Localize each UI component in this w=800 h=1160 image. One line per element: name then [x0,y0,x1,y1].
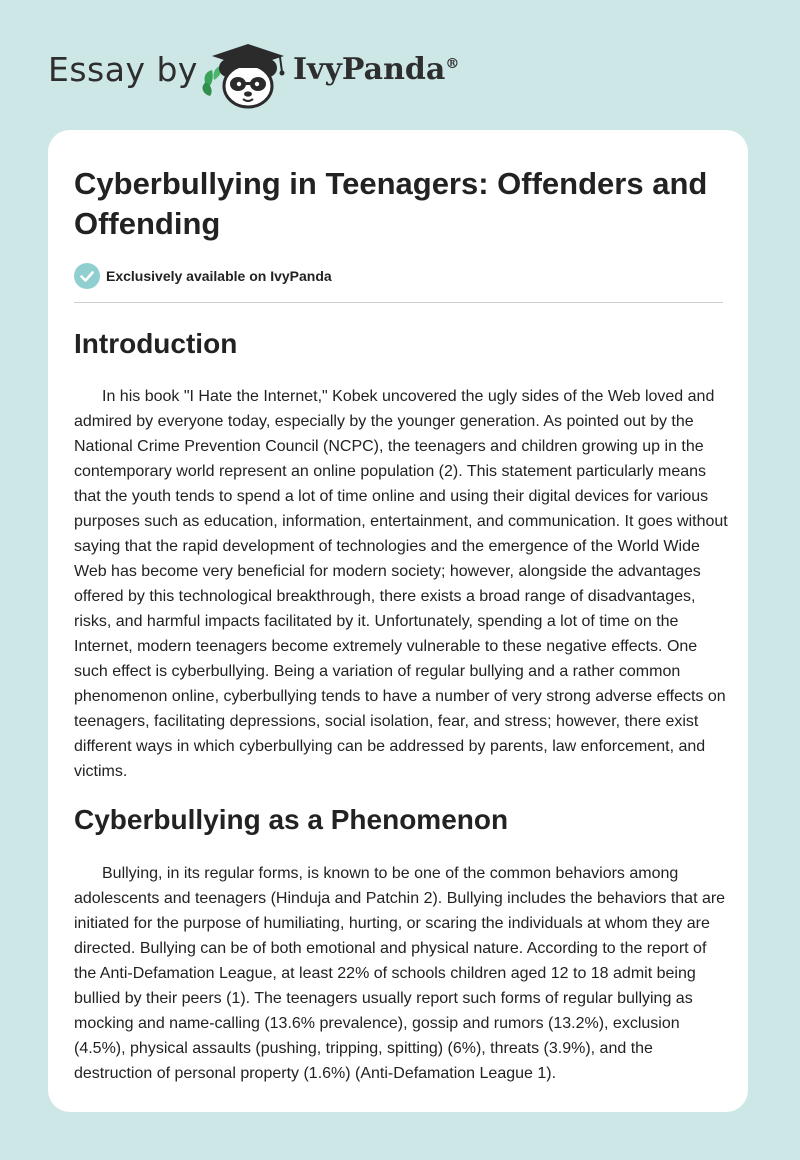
badge-text: Exclusively available on IvyPanda [106,268,332,284]
divider [74,302,723,303]
brand-name[interactable] [293,52,459,87]
page-title: Cyberbullying in Teenagers: Offenders and Offending [74,166,708,241]
section-heading-phenomenon: Cyberbullying as a Phenomenon [74,804,509,835]
section-heading-introduction: Introduction [74,328,238,359]
brand-prefix: Essay by [48,50,198,89]
site-header [0,0,800,130]
panda-graduate-icon[interactable] [200,36,292,110]
registered-mark: ® [445,56,460,72]
section-paragraph-phenomenon: Bullying, in its regular forms, is known to be one of the common behaviors among adolescents and teenagers (Hinduja and Patchin 2). Bullying includes the behaviors that are initiated for the purpose of humiliating, hurting, or scaring the individuals at whom they are directed. Bullying can be of both emotional and physical nature. According to the report of the Anti-Defamation League, at least 22% of schools children aged 12 to 18 admit being bullied by their peers (1). The teenagers usually report such forms of regular bullying as mocking and name-calling (13.6% prevalence), gossip and rumors (13.2%), exclusion (4.5%), physical assaults (pushing, tripping, spitting) (6%), threats (3.9%), and the destruction of personal property (1.6%) (Anti-Defamation League 1). [74,865,726,1082]
exclusive-badge [74,263,332,289]
section-paragraph-introduction: In his book "I Hate the Internet," Kobek uncovered the ugly sides of the Web loved and admired by everyone today, especially by the younger generation. As pointed out by the National Crime Prevention Council (NCPC), the teenagers and children growing up in the contemporary world represent an online population (2). This statement particularly means that the youth tends to spend a lot of time online and using their digital devices for various purposes such as education, information, entertainment, and communication. It goes without saying that the rapid development of technologies and the emergence of the World Wide Web has become very beneficial for modern society; however, alongside the advantages offered by this technological breakthrough, there exists a broad range of disadvantages, risks, and harmful impacts facilitated by it. Unfortunately, spending a lot of time on the Internet, modern teenagers become extremely vulnerable to these negative effects. One such effect is cyberbullying. Being a variation of regular bullying and a rather common phenomenon online, cyberbullying tends to have a number of very strong adverse effects on teenagers, facilitating depressions, social isolation, fear, and stress; however, there exist different ways in which cyberbullying can be addressed by parents, law enforcement, and victims. [74,388,728,780]
brand-name-text: IvyPanda [293,52,446,87]
check-circle-icon [74,263,100,289]
article-card [48,130,748,1112]
